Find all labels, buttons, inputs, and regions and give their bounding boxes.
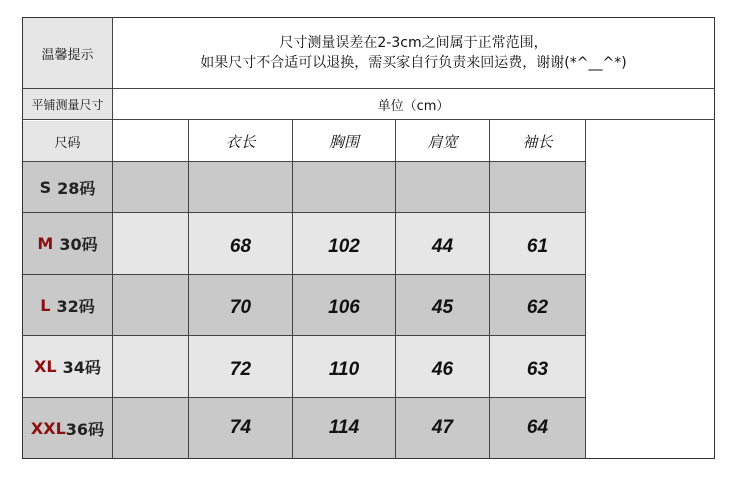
size-letter: M <box>37 234 54 253</box>
value-length: 70 <box>229 297 252 318</box>
grid-line <box>22 88 715 89</box>
value-chest: 110 <box>328 358 360 380</box>
grid-line <box>489 120 490 459</box>
size-letter: L <box>40 295 51 315</box>
size-label <box>23 213 112 274</box>
grid-line <box>292 120 293 459</box>
notice-text <box>113 18 714 88</box>
size-letter: XXL <box>30 418 66 438</box>
value-sleeve: 64 <box>526 417 549 438</box>
size-code: 32码 <box>56 296 95 316</box>
grid-line <box>188 120 189 459</box>
value-chest: 106 <box>328 297 360 318</box>
value-shoulder: 46 <box>431 358 454 380</box>
measure-label: 平铺测量尺寸 <box>23 89 112 119</box>
value-shoulder: 47 <box>431 417 454 438</box>
value-sleeve: 63 <box>526 358 549 380</box>
grid-line <box>22 335 586 336</box>
size-label <box>23 275 112 335</box>
size-label <box>23 336 112 397</box>
grid-line <box>112 17 113 459</box>
value-length: 72 <box>229 358 252 380</box>
col-header-shoulder: 肩宽 <box>427 132 458 151</box>
size-code: 30码 <box>59 235 98 254</box>
value-length: 68 <box>229 235 252 257</box>
grid-line <box>22 212 586 213</box>
size-letter: S <box>39 177 52 197</box>
col-header-chest: 胸围 <box>328 132 359 151</box>
value-shoulder: 45 <box>431 297 454 318</box>
grid-line <box>22 397 586 398</box>
size-header: 尺码 <box>23 121 112 161</box>
size-letter: XL <box>34 357 57 376</box>
notice-line-1: 尺寸测量误差在2-3cm之间属于正常范围， <box>279 35 548 51</box>
size-label <box>23 398 112 458</box>
size-code: 34码 <box>62 358 101 377</box>
value-shoulder: 44 <box>431 235 454 257</box>
size-label <box>23 162 112 212</box>
grid-line <box>395 120 396 459</box>
grid-line <box>585 120 586 459</box>
notice-line-2: 如果尺寸不合适可以退换，需买家自行负责来回运费，谢谢(*^__^*) <box>200 55 627 71</box>
grid-line <box>22 119 715 120</box>
grid-line <box>22 161 586 162</box>
value-chest: 102 <box>328 235 360 257</box>
unit-text: 单位（cm） <box>377 98 450 114</box>
grid-line <box>22 274 586 275</box>
tip-label: 温馨提示 <box>23 18 112 88</box>
col-header-sleeve: 袖长 <box>522 132 553 151</box>
value-chest: 114 <box>328 417 360 438</box>
value-sleeve: 61 <box>526 235 549 257</box>
size-code: 36码 <box>65 419 105 439</box>
value-length: 74 <box>229 417 252 438</box>
size-code: 28码 <box>57 178 96 198</box>
col-header-length: 衣长 <box>225 132 256 151</box>
value-sleeve: 62 <box>526 297 549 318</box>
